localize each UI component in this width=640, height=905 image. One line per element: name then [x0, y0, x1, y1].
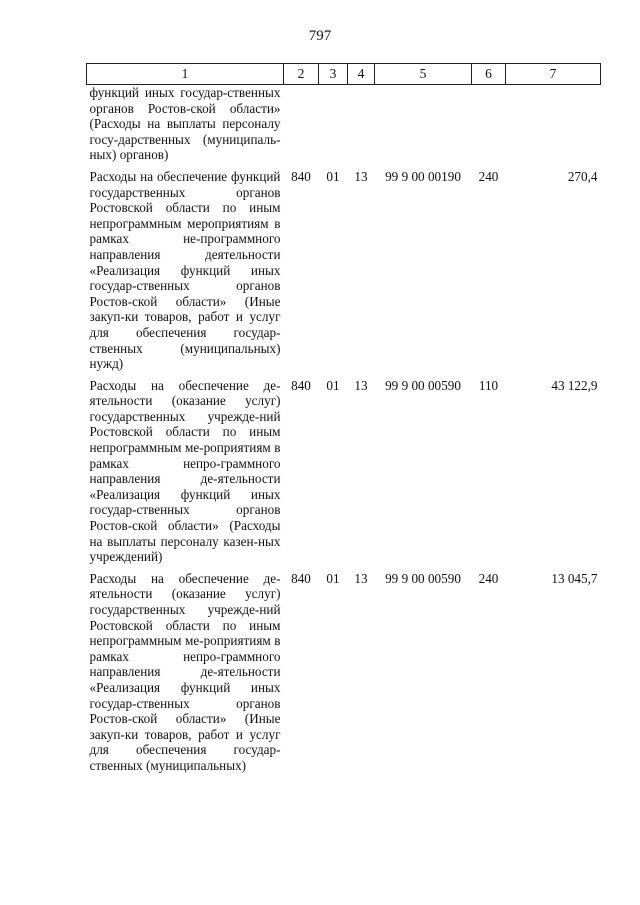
- row-description: Расходы на обеспечение функций государственных органов Ростовской области по иным непрограммным мероприятиям в рамках не-программного направления деятельности «Реализация функций иных государ-ственных органов Ростов-ской области» (Иные закуп-ки товаров, работ и услуг для обеспечения государ-ственных (муниципальных) нужд): [89, 168, 281, 372]
- row-subsection-code: 13: [354, 377, 368, 393]
- row-section-code: 01: [326, 377, 340, 393]
- table-row: [87, 571, 601, 780]
- table-row: [87, 378, 601, 571]
- row-section-code: 01: [326, 168, 340, 184]
- row-target-code: 99 9 00 00190: [385, 168, 461, 184]
- row-subsection-code: [348, 85, 375, 169]
- row-ministry-code: 840: [291, 168, 311, 184]
- row-expense-type: [472, 85, 506, 169]
- row-amount: [506, 85, 601, 169]
- row-description: Расходы на обеспечение де-ятельности (оказание услуг) государственных учрежде-ний Ростовской области по иным непрограммным ме-роприятиям в рамках непро-граммного направления де-ятельности «Реализация функций иных государ-ственных органов Ростов-ской области» (Расходы на выплаты персоналу казен-ных учреждений): [89, 377, 281, 565]
- budget-table: [86, 63, 601, 780]
- row-expense-type: 240: [478, 570, 499, 586]
- header-col-6: 6: [472, 64, 506, 85]
- row-amount: 270,4: [567, 168, 598, 184]
- row-target-code: 99 9 00 00590: [385, 377, 461, 393]
- row-expense-type: 110: [478, 377, 499, 393]
- row-description: функций иных государ-ственных органов Ростов-ской области» (Расходы на выплаты персоналу госу-дарственных (муниципаль-ных) органов): [89, 85, 281, 163]
- table-row: [87, 85, 601, 169]
- header-col-1: 1: [87, 64, 284, 85]
- row-section-code: [319, 85, 348, 169]
- row-ministry-code: 840: [291, 570, 311, 586]
- row-amount: 13 045,7: [551, 570, 598, 586]
- row-target-code: [375, 85, 472, 169]
- header-col-2: 2: [284, 64, 319, 85]
- header-col-7: 7: [506, 64, 601, 85]
- header-col-3: 3: [319, 64, 348, 85]
- row-description: Расходы на обеспечение де-ятельности (оказание услуг) государственных учрежде-ний Ростовской области по иным непрограммным ме-роприятиям в рамках непро-граммного направления де-ятельности «Реализация функций иных государ-ственных органов Ростов-ской области» (Иные закуп-ки товаров, работ и услуг для обеспечения государ-ственных (муниципальных): [89, 570, 281, 773]
- row-subsection-code: 13: [354, 168, 368, 184]
- table-row: [87, 169, 601, 378]
- header-col-4: 4: [348, 64, 375, 85]
- row-amount: 43 122,9: [551, 377, 598, 393]
- row-ministry-code: [284, 85, 319, 169]
- table-header: [87, 64, 601, 85]
- row-subsection-code: 13: [354, 570, 368, 586]
- row-section-code: 01: [326, 570, 340, 586]
- row-target-code: 99 9 00 00590: [385, 570, 461, 586]
- page-number: 797: [308, 28, 332, 44]
- row-ministry-code: 840: [291, 377, 311, 393]
- header-col-5: 5: [375, 64, 472, 85]
- row-expense-type: 240: [478, 168, 499, 184]
